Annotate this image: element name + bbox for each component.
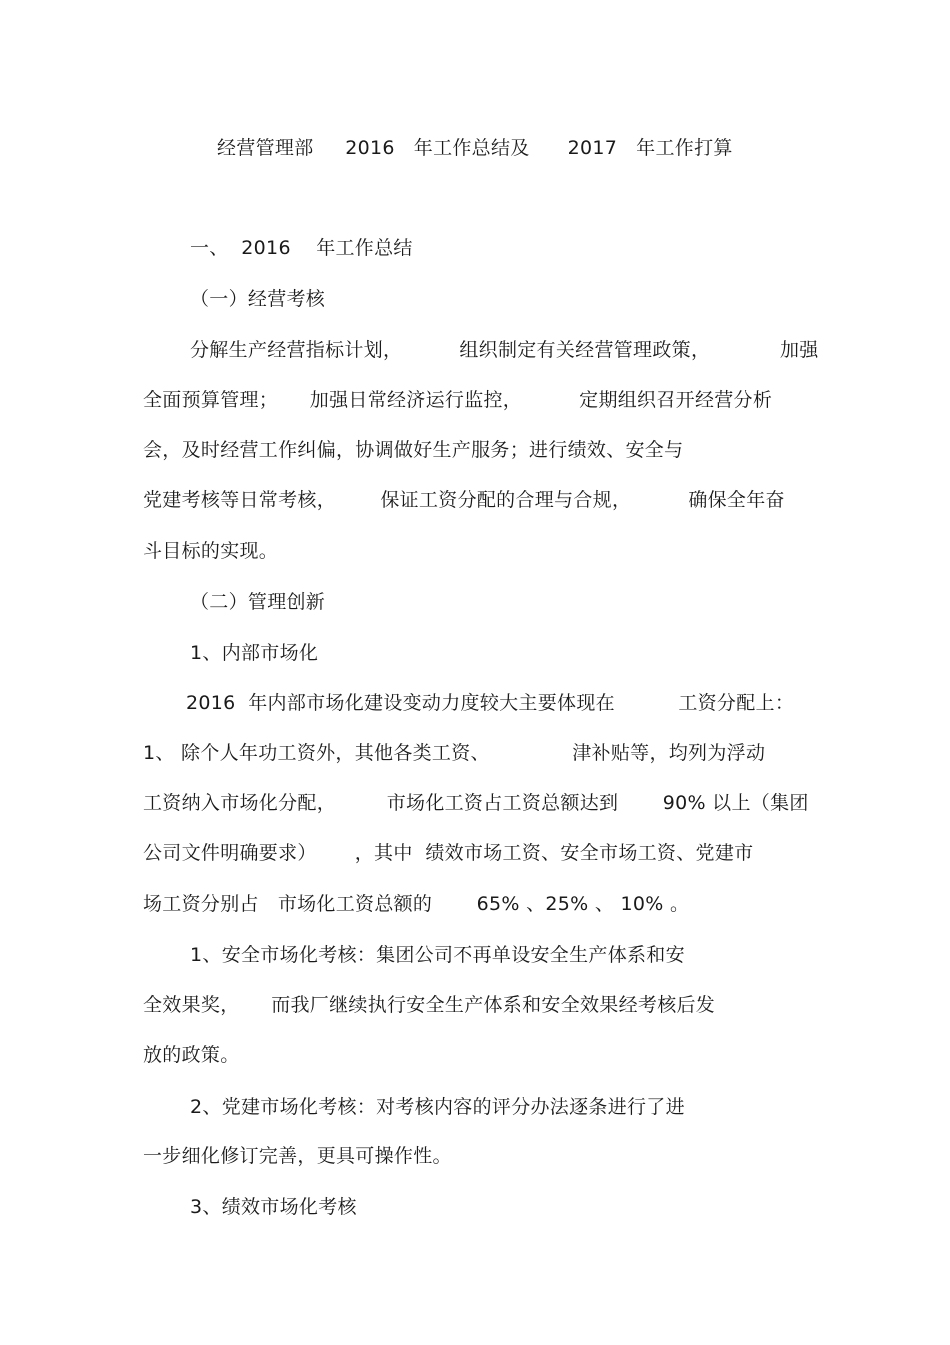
item-heading: 1、内部市场化 [190,642,319,664]
paragraph-line: 全效果奖， 而我厂继续执行安全生产体系和安全效果经考核后发 [143,994,716,1016]
paragraph-line: 1、 除个人年功工资外，其他各类工资、 津补贴等，均列为浮动 [143,742,766,764]
subsection-heading: （一）经营考核 [190,288,326,310]
paragraph-line: 会，及时经营工作纠偏，协调做好生产服务；进行绩效、安全与 [143,439,684,461]
paragraph-line: 2016 年内部市场化建设变动力度较大主要体现在 工资分配上： [186,692,795,714]
paragraph-line: 一步细化修订完善，更具可操作性。 [143,1145,452,1167]
document-title: 经营管理部 2016 年工作总结及 2017 年工作打算 [217,137,733,159]
paragraph-line: 放的政策。 [143,1044,240,1066]
paragraph-line: 分解生产经营指标计划， 组织制定有关经营管理政策， 加强 [190,339,819,361]
paragraph-line: 公司文件明确要求） ，其中 绩效市场工资、安全市场工资、党建市 [143,842,754,864]
paragraph-line: 1、安全市场化考核：集团公司不再单设安全生产体系和安 [190,944,685,966]
subsection-heading: （二）管理创新 [190,591,326,613]
item-heading: 3、绩效市场化考核 [190,1196,357,1218]
paragraph-line: 党建考核等日常考核， 保证工资分配的合理与合规， 确保全年奋 [143,489,785,511]
paragraph-line: 2、党建市场化考核：对考核内容的评分办法逐条进行了进 [190,1096,685,1118]
paragraph-line: 全面预算管理； 加强日常经济运行监控， 定期组织召开经营分析 [143,389,773,411]
section-heading: 一、 2016 年工作总结 [190,237,413,259]
paragraph-line: 斗目标的实现。 [143,540,279,562]
paragraph-line: 场工资分别占 市场化工资总额的 65% 、25% 、 10% 。 [143,893,690,915]
paragraph-line: 工资纳入市场化分配， 市场化工资占工资总额达到 90% 以上（集团 [143,792,809,814]
